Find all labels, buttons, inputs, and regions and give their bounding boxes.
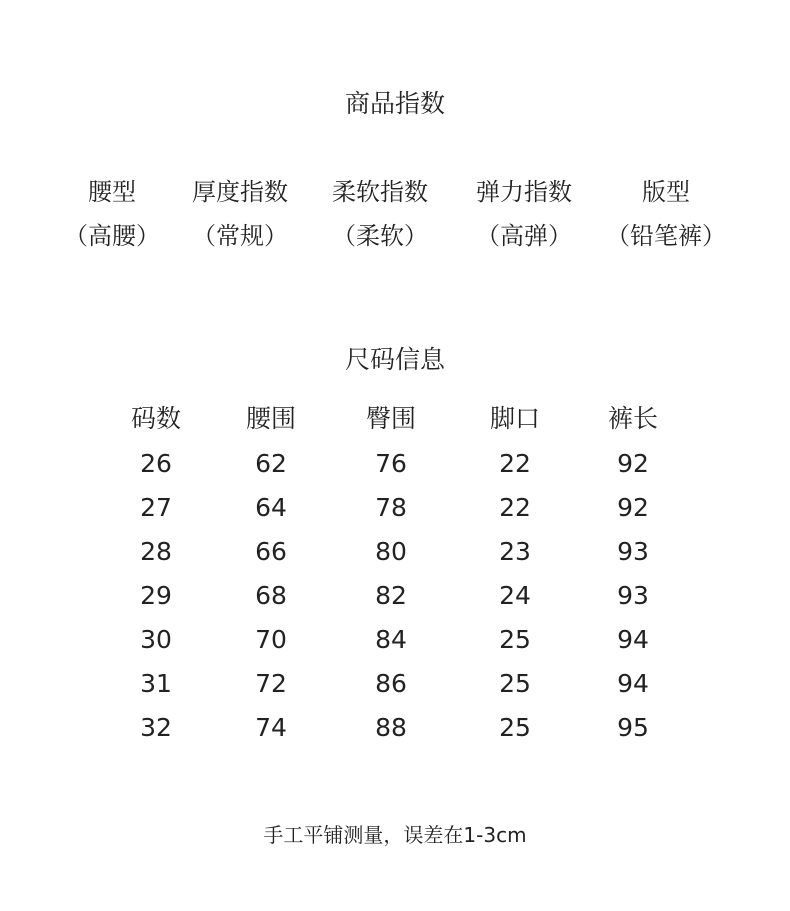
index-value: （柔软） — [332, 222, 428, 250]
cell-waist: 64 — [255, 493, 287, 522]
cell-length: 92 — [617, 493, 649, 522]
table-row — [0, 447, 790, 481]
cell-hem: 25 — [499, 713, 531, 742]
table-row — [0, 623, 790, 657]
cell-hem: 23 — [499, 537, 531, 566]
cell-hip: 86 — [375, 669, 407, 698]
cell-length: 93 — [617, 537, 649, 566]
product-index-title: 商品指数 — [344, 89, 445, 118]
index-value: （高弹） — [476, 222, 572, 250]
header-size: 码数 — [130, 404, 181, 433]
index-label: 弹力指数 — [476, 178, 572, 206]
index-value: （高腰） — [64, 222, 160, 250]
index-value: （常规） — [192, 222, 288, 250]
table-row — [0, 667, 790, 701]
measurement-note: 手工平铺测量，误差在1-3cm — [263, 823, 527, 847]
table-row — [0, 711, 790, 745]
size-info-title: 尺码信息 — [344, 345, 445, 374]
cell-length: 93 — [617, 581, 649, 610]
header-waist: 腰围 — [245, 404, 296, 433]
product-index-row — [0, 176, 790, 266]
cell-size: 32 — [140, 713, 172, 742]
cell-hem: 25 — [499, 669, 531, 698]
cell-waist: 74 — [255, 713, 287, 742]
cell-size: 27 — [140, 493, 172, 522]
cell-hem: 25 — [499, 625, 531, 654]
header-hem: 脚口 — [489, 404, 540, 433]
cell-waist: 70 — [255, 625, 287, 654]
cell-waist: 66 — [255, 537, 287, 566]
table-row — [0, 535, 790, 569]
index-label: 厚度指数 — [192, 178, 288, 206]
cell-size: 30 — [140, 625, 172, 654]
cell-waist: 62 — [255, 449, 287, 478]
index-item-fit — [576, 176, 756, 252]
cell-hip: 88 — [375, 713, 407, 742]
cell-waist: 68 — [255, 581, 287, 610]
cell-hip: 80 — [375, 537, 407, 566]
cell-waist: 72 — [255, 669, 287, 698]
cell-hip: 84 — [375, 625, 407, 654]
cell-size: 26 — [140, 449, 172, 478]
cell-length: 94 — [617, 625, 649, 654]
index-label: 腰型 — [88, 178, 136, 206]
cell-hip: 76 — [375, 449, 407, 478]
header-length: 裤长 — [607, 404, 658, 433]
index-label: 版型 — [642, 178, 690, 206]
cell-size: 28 — [140, 537, 172, 566]
table-row — [0, 491, 790, 525]
cell-size: 31 — [140, 669, 172, 698]
cell-hem: 22 — [499, 449, 531, 478]
table-row — [0, 579, 790, 613]
cell-hip: 78 — [375, 493, 407, 522]
cell-length: 94 — [617, 669, 649, 698]
size-table-header — [0, 402, 790, 436]
cell-length: 95 — [617, 713, 649, 742]
index-label: 柔软指数 — [332, 178, 428, 206]
cell-hem: 22 — [499, 493, 531, 522]
index-value: （铅笔裤） — [606, 222, 726, 250]
cell-size: 29 — [140, 581, 172, 610]
cell-length: 92 — [617, 449, 649, 478]
header-hip: 臀围 — [365, 404, 416, 433]
cell-hem: 24 — [499, 581, 531, 610]
cell-hip: 82 — [375, 581, 407, 610]
